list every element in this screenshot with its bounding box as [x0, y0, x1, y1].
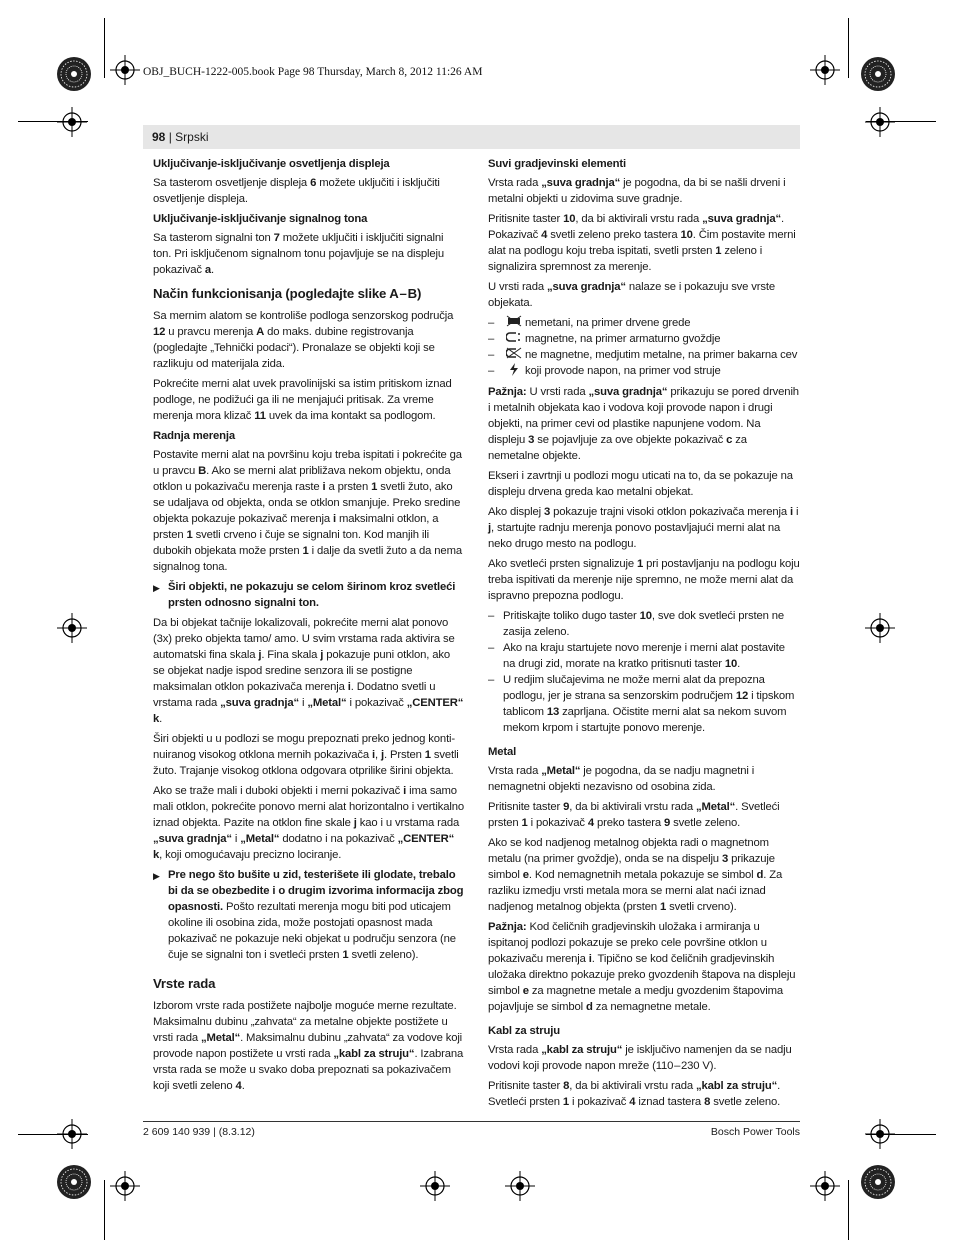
paragraph: Ako displej 3 pokazuje trajni visoki otklon pokazivača merenja i i j, startujte radnju merenja ponovo postavljajući merni alat na neko drugo mesto na podlogu.	[488, 506, 799, 550]
radial-registration-mark	[860, 1164, 896, 1200]
radial-registration-mark	[56, 56, 92, 92]
footer-rule	[143, 1121, 800, 1122]
list-item: – ne magnetne, medjutim metalne, na primer bakarna cev	[488, 349, 798, 361]
target-registration-mark	[865, 107, 895, 137]
object-type-list	[488, 315, 800, 380]
paragraph: Ako se traže mali i duboki objekti i merni pokazivač i ima samo mali otklon, pokrećite ponovo merni alat horizontalno i vertikalno iznad objekta. Pazite na otklon fine skale j kao i u vrstama rada „suva gradnja“ i „Metal“ dodatno i na pokazivač „CENTER“ k, koji omogućavaju precizno lociranje.	[153, 785, 464, 861]
target-registration-mark	[57, 1119, 87, 1149]
page-header	[152, 130, 209, 144]
warning-note: ▶ Pre nego što bušite u zid, testerišete ili glodate, trebalo bi da se obezbedite i o drugim izvorima informacija zbog opasnosti. Pošto rezultati merenja mogu biti pod uticajem okoline ili osobina zida, može postojati opasnost mada pokazivač ne pokazuje neki objekat u području senzora (ne čuje se signalni ton i svetleći prsten 1 svetli zeleno).	[153, 869, 464, 961]
target-registration-mark	[865, 1119, 895, 1149]
footer-doc-number: 2 609 140 939 | (8.3.12)	[143, 1126, 255, 1138]
paragraph: Ekseri i zavrtnji u podlozi mogu uticati na to, da se pokazuje na displeju drvena greda kao metalni objekat.	[488, 470, 793, 498]
left-column	[153, 156, 464, 1098]
target-registration-mark	[420, 1171, 450, 1201]
crop-mark-top-right-v	[848, 18, 849, 78]
subheading: Radnja merenja	[153, 430, 236, 442]
subheading: Kabl za struju	[488, 1025, 560, 1037]
troubleshooting-list	[488, 608, 800, 736]
paragraph: Vrsta rada „Metal“ je pogodna, da se nadju magnetni i nemagnetni objekti nezavisno od osobina zida.	[488, 765, 755, 793]
paragraph: Da bi objekat tačnije lokalizovali, pokrećite merni alat ponovo (3x) preko objekta tamo/ amo. U svim vrstama rada aktivira se automatski fina skala j. Fina skala j pokazuje puni otklon, ako se objekat nadje ispod sredine senzora ili se postigne maksimalan otklon pokazivača merenja i. Dodatno svetli u vrstama rada „suva gradnja“ i „Metal“ i pokazivač „CENTER“ k.	[153, 617, 464, 725]
paragraph: Širi objekti u u podlozi se mogu prepoznati preko jednog konti-nuiranog visokog otklona mernih pokazivača i, j. Prsten 1 svetli žuto. Trajanje visokog otklona odgovara otprilike širini objekta.	[153, 733, 459, 777]
target-registration-mark	[57, 107, 87, 137]
list-item: – U redjim slučajevima ne može merni alat da prepozna podlogu, jer je strana sa senzorskim područjem 12 i tipskom tablicom 13 zaprljana. Očistite merni alat sa nekom suvom mekom krpom i startujte ponovo merenje.	[488, 674, 795, 734]
target-registration-mark	[110, 1171, 140, 1201]
paragraph: Pažnja: Kod čeličnih gradjevinskih uložaka i armiranja u ispitanoj podlozi pokazuje se preko cele površine otklon u pokazivaču merenja i. Tipično se kod čeličnih gradjevinskih uložaka direktno pokazuje preko gvozdenih štapova na displeju simbol e za magnetne metale a medju gvozdenim štapovima pojavljuje se simbol d za nemagnetne metale.	[488, 921, 796, 1013]
subheading: Uključivanje-isključivanje osvetljenja displeja	[153, 158, 390, 170]
subheading: Metal	[488, 746, 517, 758]
arrow-bullet-icon: ▶	[153, 583, 160, 593]
non-metal-mode-icon	[503, 315, 525, 331]
non-magnetic-mode-icon	[503, 347, 525, 363]
paragraph: Pritisnite taster 9, da bi aktivirali vrstu rada „Metal“. Svetleći prsten 1 i pokazivač 4 preko tastera 9 svetle zeleno.	[488, 801, 780, 829]
paragraph: Izborom vrste rada postižete najbolje moguće merne rezultate. Maksimalnu dubinu „zahvata“ za metalne objekte postižete u vrsti rada „Metal“. Maksimalnu dubinu „zahvata“ za vodove koji provode napon postižete u vrsti rada „kabl za struju“. Izabrana vrsta rada se može u svako doba prepoznati sa pokazivačem koji svetli zeleno 4.	[153, 1000, 464, 1092]
crop-mark-top-left-v	[104, 18, 105, 78]
target-registration-mark	[57, 613, 87, 643]
crop-mark-bottom-right-v	[848, 1180, 849, 1240]
page-language: | Srpski	[168, 130, 209, 144]
footer-brand: Bosch Power Tools	[710, 1126, 800, 1138]
target-registration-mark	[865, 613, 895, 643]
subheading: Suvi gradjevinski elementi	[488, 158, 626, 170]
paragraph: Sa tasterom signalni ton 7 možete uključiti i isključiti signalni ton. Pri isključenom signalnom tonu pojavljuje se na displeju pokazivač a.	[153, 232, 445, 276]
target-registration-mark	[505, 1171, 535, 1201]
radial-registration-mark	[860, 56, 896, 92]
paragraph: Pritisnite taster 8, da bi aktivirali vrstu rada „kabl za struju“. Svetleći prsten 1 i pokazivač 4 iznad tastera 8 svetle zeleno.	[488, 1080, 781, 1108]
paragraph: Vrsta rada „suva gradnja“ je pogodna, da bi se našli drveni i metalni objekti u zidovima suve gradnje.	[488, 177, 786, 205]
radial-registration-mark	[56, 1164, 92, 1200]
paragraph: Pažnja: U vrsti rada „suva gradnja“ prikazuju se pored drvenih i metalnih objekata kao i vodova koji provode napon i drugi objekti, na primer cevi od plastike napunjene vodom. Na displeju 3 se pojavljuje za ove objekte pokazivač c za nemetalne objekte.	[488, 386, 799, 462]
paragraph: Ako se kod nadjenog metalnog objekta radi o magnetnom metalu (na primer gvoždje), onda se na dispelju 3 prikazuje simbol e. Kod nemagnetnih metala pokazuje se simbol d. Za razliku izmedju vrsti metala mora se merni alat naći iznad nadjenog metalnog objekta (prsten 1 svetli crveno).	[488, 837, 783, 913]
right-column	[488, 156, 800, 1114]
list-item: – Ako na kraju startujete novo merenje i merni alat postavite na drugi zid, morate na kratko pritisnuti taster 10.	[488, 642, 785, 670]
page-header-bar	[143, 125, 800, 149]
magnetic-mode-icon	[503, 331, 525, 347]
crop-mark-bottom-left-v	[104, 1180, 105, 1240]
arrow-bullet-icon: ▶	[153, 871, 160, 881]
list-item: – Pritiskajte toliko dugo taster 10, sve dok svetleći prsten ne zasija zeleno.	[488, 610, 784, 638]
page-number: 98	[152, 130, 166, 144]
section-heading: Vrste rada	[153, 976, 216, 991]
paragraph: Sa tasterom osvetljenje displeja 6 možete uključiti i isključiti osvetljenje displeja.	[153, 177, 440, 205]
warning-note: ▶ Širi objekti, ne pokazuju se celom širinom kroz svetleći prsten odnosno signalni ton.	[153, 581, 456, 609]
live-wire-icon	[503, 363, 525, 380]
target-registration-mark	[110, 55, 140, 85]
paragraph: Pokrećite merni alat uvek pravolinijski sa istim pritiskom iznad podloge, ne podižući ga ili ne menjajući pritisak. Za vreme merenja mora klizač 11 uvek da ima kontakt sa podlogom.	[153, 378, 452, 422]
paragraph: Sa mernim alatom se kontroliše podloga senzorskog područja 12 u pravcu merenja A do maks. dubine registrovanja (pogledajte „Tehnički podaci“). Pronalaze se objekti koji se razlikuju od materijala zida.	[153, 310, 454, 370]
list-item: – nemetani, na primer drvene grede	[488, 317, 691, 329]
paragraph: Postavite merni alat na površinu koju treba ispitati i pokrećite ga u pravcu B. Ako se merni alat približava nekom objektu, onda otklon u pokazivaču merenja raste i a prsten 1 svetli žuto, ako se udaljava od objekta, onda se otklon smanjuje. Preko sredine objekta pokazuje pokazivač merenja i maksimalni otklon, a prsten 1 svetli crveno i čuje se signalni ton. Kod manjih ili dubokih objekata može prsten 1 i dalje da svetli žuto a da nema signalnog tona.	[153, 449, 462, 573]
paragraph: U vrsti rada „suva gradnja“ nalaze se i pokazuju sve vrste objekata.	[488, 281, 776, 309]
paragraph: Vrsta rada „kabl za struju“ je isključivo namenjen da se nadju vodovi koji provode napon mreže (110 – 230 V).	[488, 1044, 792, 1072]
print-slug: OBJ_BUCH-1222-005.book Page 98 Thursday, March 8, 2012 11:26 AM	[143, 66, 483, 78]
paragraph: Pritisnite taster 10, da bi aktivirali vrstu rada „suva gradnja“. Pokazivač 4 svetli zeleno preko tastera 10. Čim postavite merni alat na podlogu koju treba ispitati, svetli prsten 1 zeleno i signalizira spremnost za merenje.	[488, 213, 796, 273]
section-heading: Način funkcionisanja (pogledajte slike A – B)	[153, 286, 422, 301]
list-item: – magnetne, na primer armaturno gvoždje	[488, 333, 721, 345]
target-registration-mark	[810, 1171, 840, 1201]
paragraph: Ako svetleći prsten signalizuje 1 pri postavljanju na podlogu koju treba ispitivati da merenje nije spremno, ne može merni alat da ispravno prepozna podlogu.	[488, 558, 800, 602]
subheading: Uključivanje-isključivanje signalnog tona	[153, 213, 368, 225]
target-registration-mark	[810, 55, 840, 85]
list-item: – koji provode napon, na primer vod struje	[488, 363, 800, 380]
